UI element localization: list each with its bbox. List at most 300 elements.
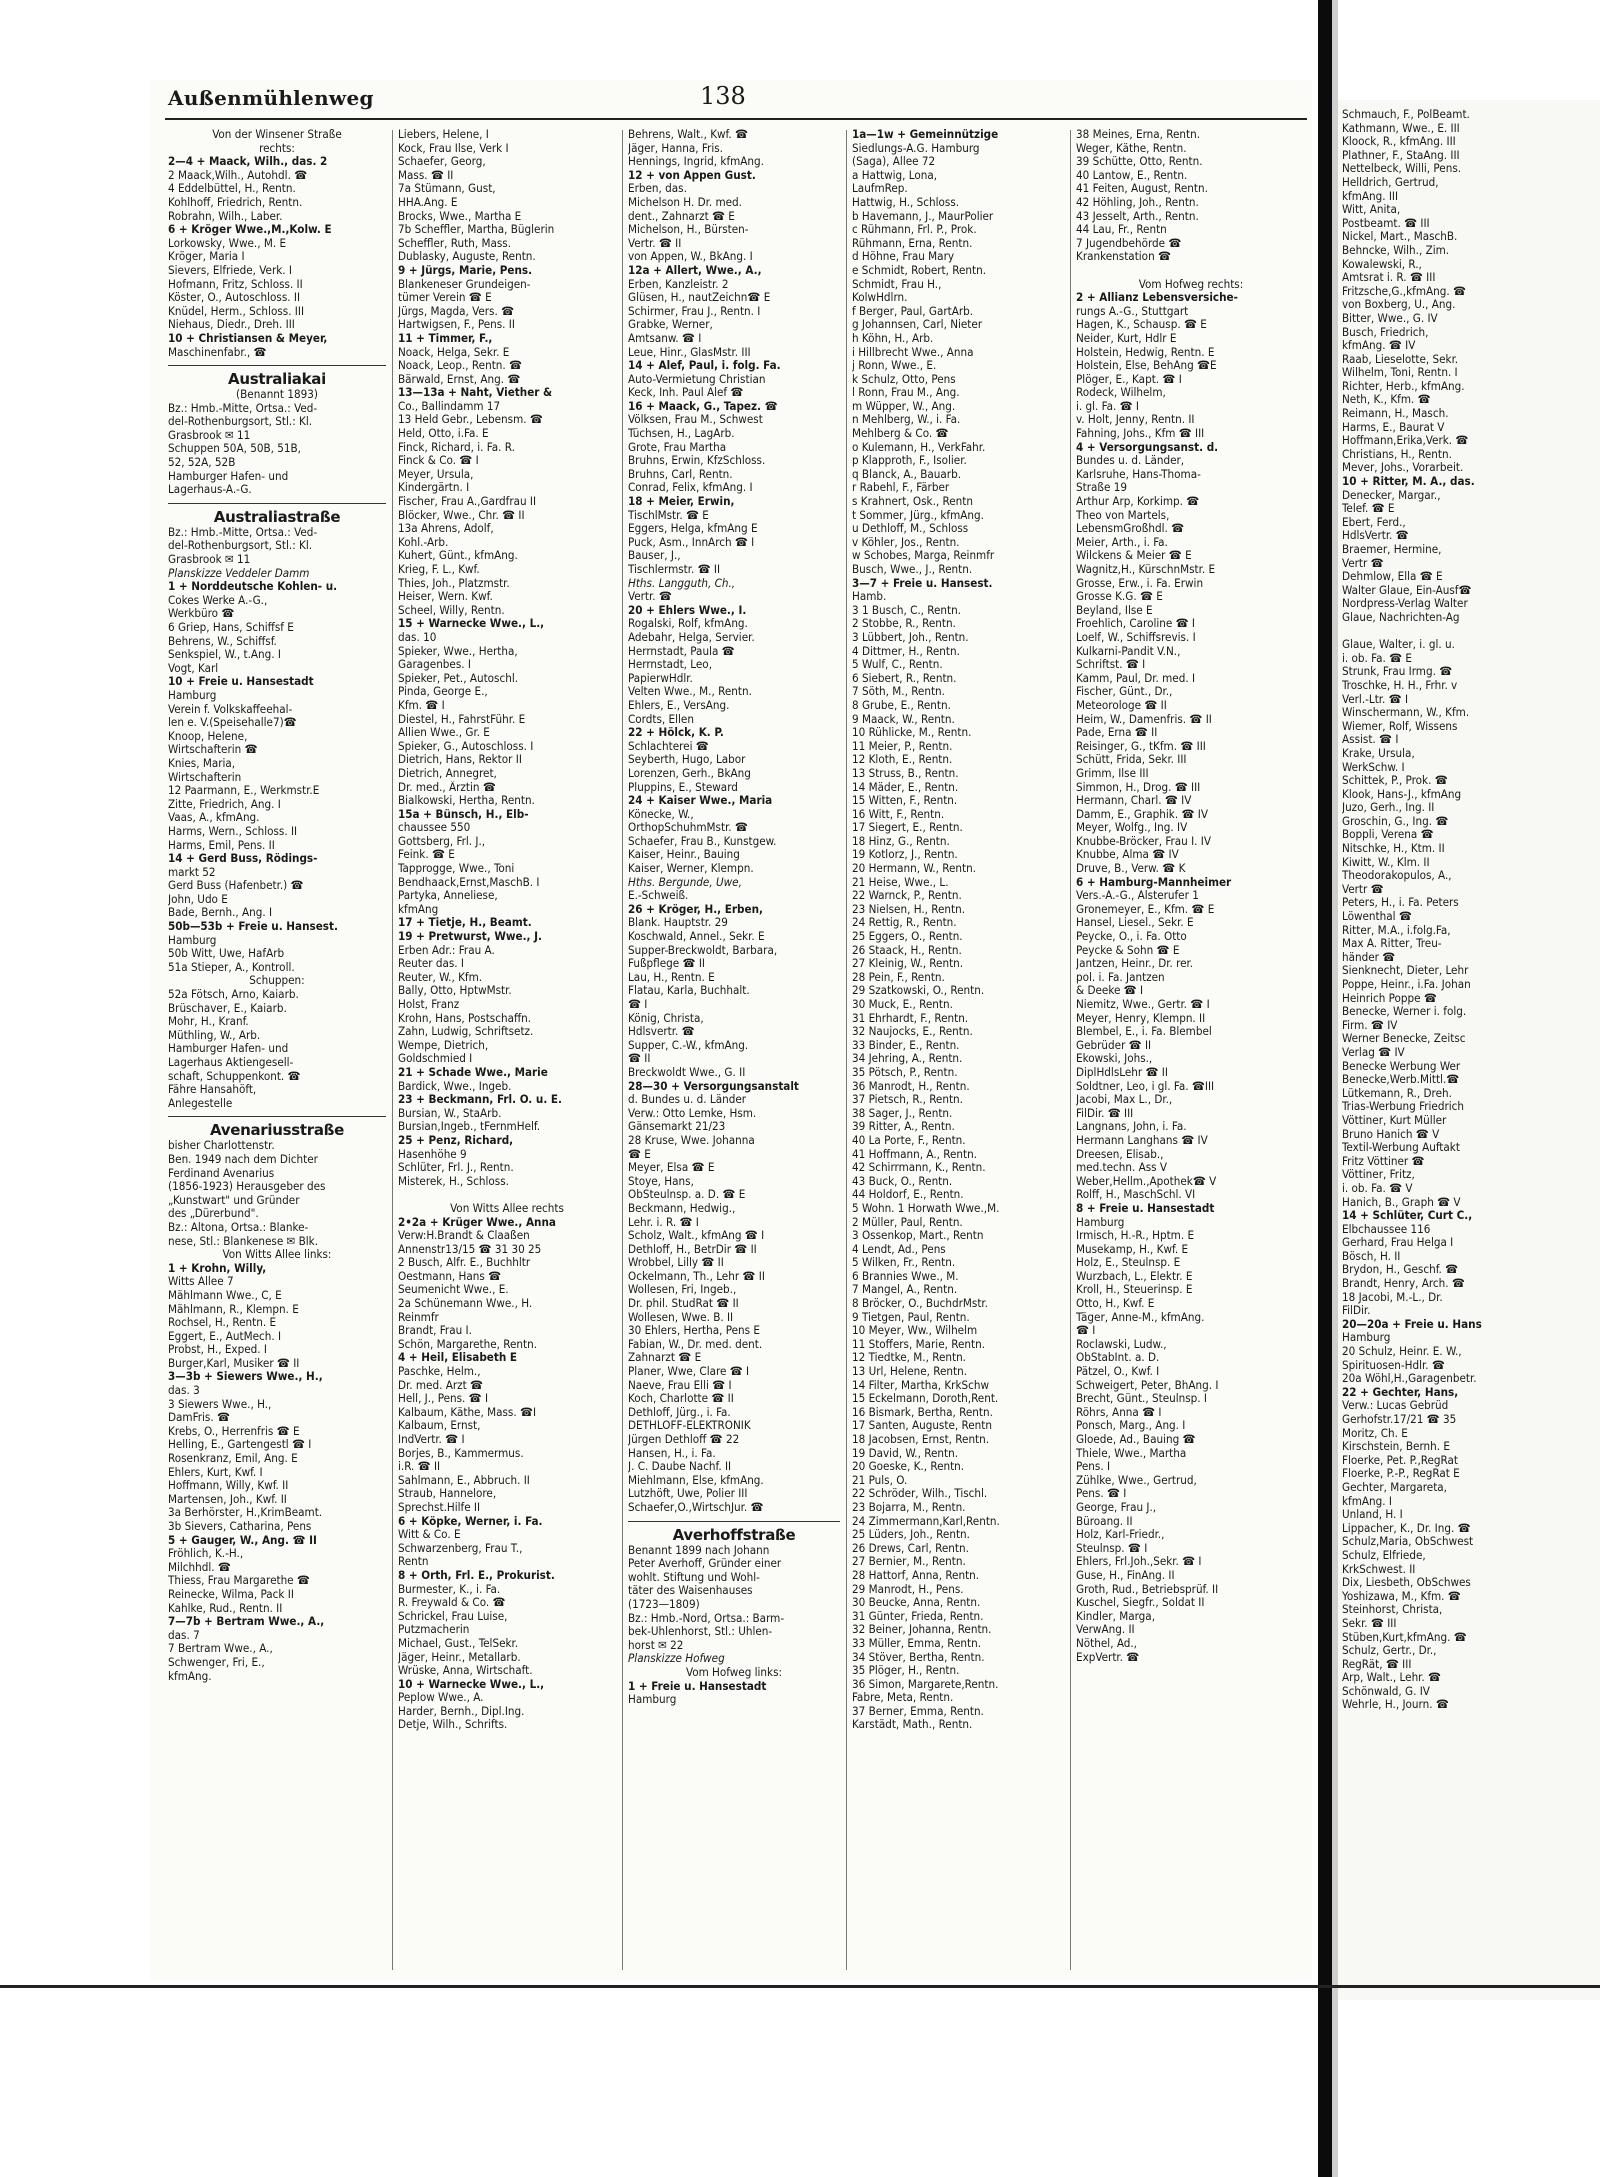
directory-entry: kfmAng. III bbox=[1342, 188, 1399, 203]
directory-entry: Boppli, Verena ☎ bbox=[1342, 827, 1434, 842]
directory-entry: händer ☎ bbox=[1342, 949, 1396, 964]
directory-entry: 25 Eggers, O., Rentn. bbox=[852, 930, 963, 944]
directory-entry: 51a Stieper, A., Kontroll. bbox=[168, 960, 295, 974]
directory-entry: 35 Pötsch, P., Rentn. bbox=[852, 1065, 958, 1079]
directory-entry: Hansel, Liesel., Sekr. E bbox=[1076, 916, 1194, 930]
directory-entry: o Kulemann, H., VerkFahr. bbox=[852, 440, 986, 454]
directory-entry: Niehaus, Diedr., Dreh. III bbox=[168, 318, 295, 332]
directory-entry: 14 Mäder, E., Rentn. bbox=[852, 780, 959, 794]
directory-entry: Hanich, B., Graph ☎ V bbox=[1342, 1194, 1461, 1209]
directory-entry: Wirtschafterin bbox=[168, 770, 242, 784]
directory-entry: Vöttiner, Kurt Müller bbox=[1342, 1112, 1447, 1127]
directory-entry: Stüben,Kurt,kfmAng. ☎ bbox=[1342, 1629, 1467, 1644]
directory-entry: Kroll, H., Steuerinsp. E bbox=[1076, 1283, 1193, 1297]
directory-entry: Paschke, Helm., bbox=[398, 1365, 481, 1379]
directory-entry: Seyberth, Hugo, Labor bbox=[628, 753, 746, 767]
directory-entry: c Rühmann, Frl. P., Prok. bbox=[852, 223, 977, 237]
directory-entry: Vertr ☎ bbox=[1342, 555, 1384, 570]
directory-entry: Fabre, Meta, Rentn. bbox=[852, 1691, 954, 1705]
directory-entry: Planer, Wwe, Clare ☎ I bbox=[628, 1365, 750, 1379]
directory-entry: Dethloff, H., BetrDir ☎ II bbox=[628, 1242, 757, 1256]
directory-entry: 14 + Alef, Paul, i. folg. Fa. bbox=[628, 359, 781, 373]
directory-entry: 34 Stöver, Bertha, Rentn. bbox=[852, 1650, 985, 1664]
column-divider bbox=[622, 130, 623, 1970]
directory-entry: 24 + Kaiser Wwe., Maria bbox=[628, 794, 773, 808]
directory-entry: Kaiser, Heinr., Bauing bbox=[628, 848, 740, 862]
directory-entry: 32 Naujocks, E., Rentn. bbox=[852, 1025, 973, 1039]
directory-entry: p Klapproth, F., Isolier. bbox=[852, 454, 967, 468]
directory-entry: Krieg, F. L., Kwf. bbox=[398, 563, 480, 576]
directory-entry: 20—20a + Freie u. Hans bbox=[1342, 1316, 1482, 1331]
directory-entry: Kirschstein, Bernh. E bbox=[1342, 1439, 1450, 1454]
directory-entry: Jacobi, Max L., Dr., bbox=[1076, 1093, 1173, 1107]
directory-entry: 13—13a + Naht, Viether & bbox=[398, 386, 553, 400]
directory-entry: 16 + Maack, G., Tapez. ☎ bbox=[628, 399, 778, 413]
directory-entry: Christians, H., Rentn. bbox=[1342, 446, 1452, 461]
directory-entry: Heiser, Wern. Kwf. bbox=[398, 590, 493, 604]
directory-entry: Erben, Kanzleistr. 2 bbox=[628, 277, 729, 291]
directory-entry: Grosse, Erw., i. Fa. Erwin bbox=[1076, 576, 1204, 590]
directory-entry: horst ✉ 22 bbox=[628, 1638, 684, 1652]
directory-entry: Loelf, W., Schiffsrevis. I bbox=[1076, 630, 1196, 644]
directory-entry: Blank. Hauptstr. 29 bbox=[628, 916, 728, 930]
directory-entry: 13 Held Gebr., Lebensm. ☎ bbox=[398, 413, 543, 427]
directory-entry: Bundes u. d. Länder, bbox=[1076, 454, 1185, 468]
directory-entry: 30 Ehlers, Hertha, Pens E bbox=[628, 1324, 760, 1338]
directory-entry: Büroang. II bbox=[1076, 1514, 1133, 1528]
directory-entry: 3b Sievers, Catharina, Pens bbox=[168, 1520, 312, 1533]
directory-entry: Karstädt, Math., Rentn. bbox=[852, 1718, 973, 1732]
directory-entry: Naeve, Frau Elli ☎ I bbox=[628, 1378, 732, 1392]
directory-entry: Mohr, H., Kranf. bbox=[168, 1015, 249, 1029]
directory-entry: Ekowski, Johs., bbox=[1076, 1052, 1153, 1066]
directory-entry: Elbchaussee 116 bbox=[1342, 1221, 1431, 1236]
directory-entry: Lorkowsky, Wwe., M. E bbox=[168, 236, 287, 250]
directory-entry: 9 Maack, W., Rentn. bbox=[852, 712, 955, 726]
directory-entry: Fabian, W., Dr. med. dent. bbox=[628, 1337, 763, 1351]
directory-entry: Seumenicht Wwe., E. bbox=[398, 1283, 509, 1297]
directory-entry: Garagenbes. I bbox=[398, 658, 471, 672]
directory-entry: Krebs, O., Herrenfris ☎ E bbox=[168, 1424, 300, 1438]
directory-entry: Plathner, F., StaAng. III bbox=[1342, 147, 1460, 162]
directory-entry: & Deeke ☎ I bbox=[1076, 984, 1144, 998]
directory-entry: DETHLOFF-ELEKTRONIK bbox=[628, 1419, 751, 1433]
directory-entry: t Sommer, Jürg., kfmAng. bbox=[852, 508, 984, 522]
directory-entry: w Schobes, Marga, Reinmfr bbox=[852, 549, 995, 563]
directory-entry: König, Christa, bbox=[628, 1011, 704, 1025]
directory-entry: 12a + Allert, Wwe., A., bbox=[628, 263, 762, 277]
directory-entry: Soldtner, Leo, i gl. Fa. ☎III bbox=[1076, 1079, 1215, 1093]
directory-entry: Dreesen, Elisab., bbox=[1076, 1147, 1164, 1161]
directory-entry: Brandt, Frau I. bbox=[398, 1324, 472, 1338]
directory-entry: Bz.: Hmb.-Nord, Ortsa.: Barm- bbox=[628, 1611, 785, 1625]
directory-entry: Braemer, Hermine, bbox=[1342, 542, 1442, 556]
directory-entry: Bz.: Altona, Ortsa.: Blanke- bbox=[168, 1220, 309, 1234]
directory-entry: Schlachterei ☎ bbox=[628, 739, 709, 753]
directory-entry: Bendhaack,Ernst,MaschB. I bbox=[398, 875, 540, 889]
directory-entry: Gechter, Margareta, bbox=[1342, 1479, 1447, 1494]
directory-column-2 bbox=[398, 128, 616, 1968]
directory-entry: Kock, Frau Ilse, Verk I bbox=[398, 141, 509, 155]
directory-entry: 36 Manrodt, H., Rentn. bbox=[852, 1079, 970, 1093]
directory-entry: Müthling, W., Arb. bbox=[168, 1028, 261, 1042]
directory-entry: Benannt 1899 nach Johann bbox=[628, 1543, 770, 1557]
directory-entry: Supper, C.-W., kfmAng. bbox=[628, 1038, 749, 1052]
directory-entry: Reuter das. I bbox=[398, 957, 465, 971]
directory-entry: Cokes Werke A.-G., bbox=[168, 593, 268, 607]
directory-entry: Groschin, G., Ing. ☎ bbox=[1342, 813, 1449, 828]
directory-entry: 50b Witt, Uwe, HafArb bbox=[168, 947, 285, 961]
directory-entry: 8 + Freie u. Hansestadt bbox=[1076, 1201, 1215, 1215]
directory-entry: Reimann, H., Masch. bbox=[1342, 406, 1449, 421]
directory-entry: Trias-Werbung Friedrich bbox=[1342, 1099, 1465, 1114]
directory-entry: Dietrich, Hans, Rektor II bbox=[398, 753, 522, 767]
directory-entry: Mählmann Wwe., C, E bbox=[168, 1288, 282, 1302]
directory-entry: Wurzbach, L., Elektr. E bbox=[1076, 1269, 1193, 1283]
directory-entry: 4 Lendt, Ad., Pens bbox=[852, 1242, 946, 1256]
directory-entry: Anlegestelle bbox=[168, 1096, 233, 1110]
directory-entry: 19 David, W., Rentn. bbox=[852, 1446, 959, 1460]
directory-entry: E.-Schweiß. bbox=[628, 889, 689, 903]
directory-entry: Leue, Hinr., GlasMstr. III bbox=[628, 345, 751, 359]
directory-entry: 4 + Heil, Elisabeth E bbox=[398, 1351, 518, 1365]
directory-entry: 25 + Penz, Richard, bbox=[398, 1133, 514, 1147]
directory-entry: Schuppen 50A, 50B, 51B, bbox=[168, 442, 301, 456]
directory-entry: 7 Mangel, A., Rentn. bbox=[852, 1283, 958, 1297]
directory-entry: 18 Hinz, G., Rentn. bbox=[852, 834, 950, 848]
directory-entry: Schwarzenberg, Frau T., bbox=[398, 1541, 523, 1555]
directory-entry: Gerd Buss (Hafenbetr.) ☎ bbox=[168, 879, 304, 893]
directory-entry: Holstein, Else, BehAng ☎E bbox=[1076, 359, 1217, 373]
directory-entry: Co., Ballindamm 17 bbox=[398, 399, 501, 413]
directory-entry: 37 Berner, Emma, Rentn. bbox=[852, 1704, 984, 1718]
directory-entry: markt 52 bbox=[168, 865, 216, 879]
directory-entry: 34 Jehring, A., Rentn. bbox=[852, 1052, 963, 1066]
directory-entry: Schmauch, F., PolBeamt. bbox=[1342, 108, 1470, 121]
directory-entry: Finck & Co. ☎ I bbox=[398, 454, 479, 468]
directory-entry: Groth, Rud., Betriebsprüf. II bbox=[1076, 1582, 1219, 1596]
directory-entry: Eggers, Helga, kfmAng E bbox=[628, 522, 758, 536]
directory-entry: 11 Meier, P., Rentn. bbox=[852, 739, 953, 753]
directory-entry: Peters, H., i. Fa. Peters bbox=[1342, 895, 1459, 910]
directory-entry bbox=[1342, 625, 1600, 639]
directory-entry: Vertr. ☎ bbox=[628, 590, 672, 604]
directory-entry: Hamburg bbox=[1076, 1215, 1125, 1229]
directory-entry: Fischer, Günt., Dr., bbox=[1076, 685, 1173, 699]
directory-entry: 12 Tiedtke, M., Rentn. bbox=[852, 1351, 966, 1365]
directory-entry: Knubbe, Alma ☎ IV bbox=[1076, 848, 1179, 862]
directory-entry: Spieker, G., Autoschloss. I bbox=[398, 739, 534, 753]
directory-entry: 20 + Ehlers Wwe., I. bbox=[628, 603, 747, 617]
directory-entry: Weger, Käthe, Rentn. bbox=[1076, 141, 1187, 155]
directory-entry: 5 + Gauger, W., Ang. ☎ II bbox=[168, 1533, 317, 1547]
directory-entry: Hermann Langhans ☎ IV bbox=[1076, 1133, 1208, 1147]
directory-entry: Straub, Hannelore, bbox=[398, 1487, 497, 1501]
directory-entry: Noack, Helga, Sekr. E bbox=[398, 345, 510, 359]
directory-entry: Sprechst.Hilfe II bbox=[398, 1500, 481, 1514]
directory-entry: ☎ I bbox=[1076, 1324, 1096, 1338]
directory-entry: Helling, E., Gartengestl ☎ I bbox=[168, 1438, 312, 1452]
directory-entry: Noack, Leop., Rentn. ☎ bbox=[398, 359, 523, 373]
directory-entry: r Rabehl, F., Färber bbox=[852, 481, 950, 495]
directory-entry: 7 Söth, M., Rentn. bbox=[852, 685, 945, 699]
directory-entry: Herrnstadt, Leo, bbox=[628, 658, 713, 672]
directory-entry: Könecke, W., bbox=[628, 807, 694, 821]
directory-entry: m Wüpper, W., Ang. bbox=[852, 399, 956, 413]
directory-entry: Hagen, K., Schausp. ☎ E bbox=[1076, 318, 1207, 332]
directory-entry: Bärwald, Ernst, Ang. ☎ bbox=[398, 372, 521, 386]
directory-entry: Von der Winsener Straße bbox=[212, 128, 342, 141]
directory-entry: 4 Eddelbüttel, H., Rentn. bbox=[168, 182, 296, 196]
directory-entry: 23 + Beckmann, Frl. O. u. E. bbox=[398, 1093, 563, 1107]
directory-entry: Vaas, A., kfmAng. bbox=[168, 811, 260, 825]
directory-entry: s Krahnert, Osk., Rentn bbox=[852, 495, 973, 509]
directory-entry: Kowalewski, R., bbox=[1342, 256, 1422, 271]
directory-entry: 11 + Timmer, F., bbox=[398, 331, 493, 345]
directory-entry: Holstein, Hedwig, Rentn. E bbox=[1076, 345, 1215, 359]
directory-entry: 20 Schulz, Heinr. E. W., bbox=[1342, 1344, 1462, 1359]
column-divider bbox=[846, 130, 847, 1970]
directory-entry: Bz.: Hmb.-Mitte, Ortsa.: Ved- bbox=[168, 401, 318, 415]
directory-entry: Michelson, H., Bürsten- bbox=[628, 223, 749, 237]
directory-entry: Lütkemann, R., Dreh. bbox=[1342, 1085, 1452, 1100]
directory-entry: Diestel, H., FahrstFühr. E bbox=[398, 712, 526, 726]
directory-entry: FilDir. ☎ III bbox=[1076, 1106, 1134, 1120]
directory-entry: Juzo, Gerh., Ing. II bbox=[1342, 800, 1435, 815]
directory-entry: Brydon, H., Geschf. ☎ bbox=[1342, 1262, 1459, 1277]
directory-entry: Grasbrook ✉ 11 bbox=[168, 428, 251, 442]
directory-entry: e Schmidt, Robert, Rentn. bbox=[852, 263, 987, 277]
directory-entry: das. 3 bbox=[168, 1384, 200, 1398]
directory-entry: 20 Goeske, K., Rentn. bbox=[852, 1460, 965, 1474]
directory-entry: 10 Rühlicke, M., Rentn. bbox=[852, 726, 972, 740]
directory-entry: 4 Dittmer, H., Rentn. bbox=[852, 644, 960, 658]
directory-entry: Blöcker, Wwe., Chr. ☎ II bbox=[398, 508, 525, 522]
directory-entry: 42 Höhling, Joh., Rentn. bbox=[1076, 195, 1199, 209]
directory-entry: Kindergärtn. I bbox=[398, 481, 470, 495]
street-heading: Australiakai bbox=[168, 365, 386, 388]
directory-entry: 3 Ossenkop, Mart., Rentn bbox=[852, 1229, 984, 1243]
directory-entry: kfmAng bbox=[398, 902, 439, 916]
directory-entry: Thies, Joh., Platzmstr. bbox=[398, 576, 510, 590]
directory-entry: RegRät, ☎ III bbox=[1342, 1656, 1412, 1671]
directory-entry: Planskizze Veddeler Damm bbox=[168, 566, 310, 580]
directory-entry: Dehmlow, Ella ☎ E bbox=[1342, 569, 1443, 584]
directory-entry: Walter Glaue, Ein-Ausf☎ bbox=[1342, 582, 1472, 597]
directory-entry: Gloede, Ad., Bauing ☎ bbox=[1076, 1433, 1196, 1446]
directory-entry: Dietrich, Annegret, bbox=[398, 766, 497, 780]
directory-entry: 22 + Hölck, K. P. bbox=[628, 726, 724, 740]
directory-entry: 20a Wöhl,H.,Garagenbetr. bbox=[1342, 1371, 1477, 1386]
directory-entry: Schütt, Frida, Sekr. III bbox=[1076, 753, 1187, 767]
directory-entry: 38 Meines, Erna, Rentn. bbox=[1076, 128, 1201, 141]
directory-entry: Ebert, Ferd., bbox=[1342, 514, 1406, 529]
directory-entry: Meyer, Ursula, bbox=[398, 467, 474, 481]
directory-entry: Plöger, E., Kapt. ☎ I bbox=[1076, 372, 1182, 386]
directory-entry: 30 Beucke, Anna, Rentn. bbox=[852, 1596, 981, 1610]
directory-entry: Hamburger Hafen- und bbox=[168, 1042, 289, 1056]
directory-entry: Schirmer, Frau J., Rentn. I bbox=[628, 304, 761, 318]
directory-entry: Schriftst. ☎ I bbox=[1076, 658, 1146, 672]
directory-entry: 26 + Kröger, H., Erben, bbox=[628, 902, 763, 916]
directory-entry: 13 Url, Helene, Rentn. bbox=[852, 1365, 968, 1379]
directory-entry: Keck, Inh. Paul Alef ☎ bbox=[628, 386, 744, 400]
directory-entry: Zitte, Friedrich, Ang. I bbox=[168, 797, 281, 811]
directory-entry: Röhrs, Anna ☎ I bbox=[1076, 1405, 1162, 1419]
directory-entry: 22 Schröder, Wilh., Tischl. bbox=[852, 1487, 988, 1501]
directory-entry: d. Bundes u. d. Länder bbox=[628, 1093, 747, 1107]
directory-entry: 28 Hattorf, Anna, Rentn. bbox=[852, 1568, 980, 1582]
directory-entry: KolwHdlrn. bbox=[852, 291, 908, 305]
directory-entry: i. ob. Fa. ☎ V bbox=[1342, 1180, 1413, 1195]
directory-entry: 18 Jacobsen, Ernst, Rentn. bbox=[852, 1433, 990, 1446]
directory-entry: Rentn bbox=[398, 1555, 429, 1569]
directory-entry: 6 Griep, Hans, Schiffsf E bbox=[168, 621, 294, 634]
directory-entry: 33 Binder, E., Rentn. bbox=[852, 1038, 960, 1052]
directory-entry: Finck, Richard, i. Fa. R. bbox=[398, 440, 515, 454]
directory-entry: Robrahn, Wilh., Laber. bbox=[168, 209, 283, 223]
directory-entry: Ferdinand Avenarius bbox=[168, 1166, 275, 1180]
directory-entry: Bruno Hanich ☎ V bbox=[1342, 1126, 1440, 1141]
directory-entry: Scholz, Walt., kfmAng ☎ I bbox=[628, 1229, 765, 1243]
directory-entry: Hermann, Charl. ☎ IV bbox=[1076, 794, 1192, 808]
directory-entry: 2—4 + Maack, Wilh., das. 2 bbox=[168, 155, 328, 169]
directory-entry: Hths. Bergunde, Uwe, bbox=[628, 875, 742, 889]
directory-entry: 12 Paarmann, E., Werkmstr.E bbox=[168, 784, 320, 798]
directory-entry: Hths. Langguth, Ch., bbox=[628, 576, 736, 590]
directory-entry: OrthopSchuhmMstr. ☎ bbox=[628, 821, 748, 835]
directory-entry: Maschinenfabr., ☎ bbox=[168, 345, 267, 359]
directory-entry: Dr. med. Arzt ☎ bbox=[398, 1378, 483, 1392]
directory-entry: 1 + Norddeutsche Kohlen- u. bbox=[168, 580, 338, 594]
directory-entry: Niemitz, Wwe., Gertr. ☎ I bbox=[1076, 998, 1210, 1011]
directory-entry: Musekamp, H., Kwf. E bbox=[1076, 1242, 1189, 1256]
directory-entry: 14 + Gerd Buss, Rödings- bbox=[168, 852, 318, 866]
directory-entry: Schwenger, Fri, E., bbox=[168, 1655, 265, 1669]
directory-entry: Annenstr13/15 ☎ 31 30 25 bbox=[398, 1242, 542, 1256]
directory-entry: Roclawski, Ludw., bbox=[1076, 1337, 1167, 1351]
directory-entry: Simmon, H., Drog. ☎ III bbox=[1076, 780, 1201, 794]
directory-entry: pol. i. Fa. Jantzen bbox=[1076, 970, 1165, 984]
directory-entry: Knüdel, Herm., Schloss. III bbox=[168, 304, 305, 318]
directory-entry: Bruhns, Erwin, KfzSchloss. bbox=[628, 454, 766, 468]
directory-entry: Ehlers, E., VersAng. bbox=[628, 698, 730, 712]
directory-entry: Hamburg bbox=[628, 1693, 677, 1707]
directory-entry: Vom Hofweg rechts: bbox=[1138, 277, 1244, 291]
directory-entry: Nöthel, Ad., bbox=[1076, 1636, 1137, 1650]
directory-entry: 31 Ehrhardt, F., Rentn. bbox=[852, 1011, 969, 1025]
directory-entry: 9 + Jürgs, Marie, Pens. bbox=[398, 263, 533, 277]
directory-entry: Jäger, Hanna, Fris. bbox=[628, 141, 723, 155]
directory-entry: Hoffmann,Erika,Verk. ☎ bbox=[1342, 433, 1469, 448]
directory-entry: Amtsanw. ☎ I bbox=[628, 331, 702, 345]
directory-entry: Burmester, K., i. Fa. bbox=[398, 1582, 501, 1596]
directory-entry: Ben. 1949 nach dem Dichter bbox=[168, 1152, 318, 1166]
page-number: 138 bbox=[700, 82, 746, 110]
directory-entry: Floerke, Pet. P.,RegRat bbox=[1342, 1452, 1459, 1467]
directory-entry: Scheel, Willy, Rentn. bbox=[398, 603, 505, 617]
directory-entry: Pens. ☎ I bbox=[1076, 1487, 1127, 1501]
directory-entry: Kathmann, Wwe., E. III bbox=[1342, 120, 1460, 135]
directory-entry: 8 Grube, E., Rentn. bbox=[852, 698, 951, 712]
directory-entry: 39 Schütte, Otto, Rentn. bbox=[1076, 155, 1203, 169]
directory-entry: Conrad, Felix, kfmAng. I bbox=[628, 481, 753, 495]
directory-entry: Lagerhaus Aktiengesell- bbox=[168, 1056, 294, 1069]
directory-entry: Kohlhoff, Friedrich, Rentn. bbox=[168, 195, 303, 209]
directory-entry: des „Dürerbund". bbox=[168, 1207, 259, 1221]
directory-entry: 36 Simon, Margarete,Rentn. bbox=[852, 1677, 999, 1691]
directory-entry: Sahlmann, E., Abbruch. II bbox=[398, 1473, 530, 1487]
directory-entry: Beyland, Ilse E bbox=[1076, 603, 1153, 617]
street-heading: Australiastraße bbox=[168, 503, 386, 526]
directory-entry: Langnans, John, i. Fa. bbox=[1076, 1120, 1187, 1134]
directory-entry: Rühmann, Erna, Rentn. bbox=[852, 236, 973, 250]
directory-entry: 1 + Krohn, Willy, bbox=[168, 1261, 267, 1275]
directory-entry: Vogt, Karl bbox=[168, 661, 219, 675]
directory-entry: Rosenkranz, Emil, Ang. E bbox=[168, 1452, 298, 1466]
directory-entry: 7 Jugendbehörde ☎ bbox=[1076, 236, 1182, 250]
directory-entry: Lutzhöft, Uwe, Polier III bbox=[628, 1487, 748, 1501]
directory-entry: Fußpflege ☎ II bbox=[628, 957, 705, 971]
directory-entry: (1856-1923) Herausgeber des bbox=[168, 1180, 326, 1194]
directory-entry: Vers.-A.-G., Alsterufer 1 bbox=[1076, 889, 1199, 903]
directory-entry: Schrickel, Frau Luise, bbox=[398, 1609, 508, 1623]
directory-entry: Theo von Martels, bbox=[1076, 508, 1170, 522]
directory-entry: Kiwitt, W., Klm. II bbox=[1342, 854, 1430, 869]
directory-entry: Kahlke, Rud., Rentn. II bbox=[168, 1601, 283, 1615]
directory-entry: Dublasky, Auguste, Rentn. bbox=[398, 250, 536, 264]
book-spine bbox=[1318, 0, 1332, 2177]
directory-entry: 16 Witt, F., Rentn. bbox=[852, 807, 945, 821]
directory-entry: LaufmRep. bbox=[852, 182, 908, 196]
directory-entry: Spieker, Wwe., Hertha, bbox=[398, 644, 518, 658]
directory-entry: Floerke, P.-P., RegRat E bbox=[1342, 1466, 1460, 1481]
directory-entry: 8 + Orth, Frl. E., Prokurist. bbox=[398, 1568, 555, 1582]
directory-entry: 25 Lüders, Joh., Rentn. bbox=[852, 1528, 970, 1542]
directory-entry: 41 Feiten, August, Rentn. bbox=[1076, 182, 1208, 196]
directory-entry: Peycke & Sohn ☎ E bbox=[1076, 943, 1180, 957]
directory-entry: 29 Manrodt, H., Pens. bbox=[852, 1582, 964, 1596]
directory-entry: Troschke, H. H., Frhr. v bbox=[1342, 677, 1458, 692]
directory-entry: 40 Lantow, E., Rentn. bbox=[1076, 168, 1188, 182]
directory-entry: Schönwald, G. IV bbox=[1342, 1683, 1430, 1698]
directory-entry: George, Frau J., bbox=[1076, 1500, 1157, 1514]
directory-entry: Bösch, H. II bbox=[1342, 1248, 1401, 1263]
directory-column-1 bbox=[168, 128, 386, 1968]
directory-entry: 2 Busch, Alfr. E., Buchhltr bbox=[398, 1256, 531, 1270]
directory-entry: 11 Stoffers, Marie, Rentn. bbox=[852, 1337, 986, 1351]
directory-entry: Bardick, Wwe., Ingeb. bbox=[398, 1079, 512, 1093]
directory-entry: Wollesen, Wwe. B. II bbox=[628, 1310, 734, 1324]
directory-entry: Liebers, Helene, I bbox=[398, 128, 489, 141]
directory-entry: 7—7b + Bertram Wwe., A., bbox=[168, 1615, 325, 1629]
directory-entry: i. ob. Fa. ☎ E bbox=[1342, 650, 1412, 665]
directory-entry: j Ronn, Wwe., E. bbox=[852, 359, 937, 373]
directory-entry: 2•2a + Krüger Wwe., Anna bbox=[398, 1215, 556, 1229]
directory-entry: Verlag ☎ IV bbox=[1342, 1044, 1405, 1059]
directory-entry: 8 Bröcker, O., BuchdrMstr. bbox=[852, 1297, 988, 1311]
directory-entry: HdlsVertr. ☎ bbox=[1342, 528, 1409, 543]
directory-entry: Pade, Erna ☎ II bbox=[1076, 726, 1158, 740]
directory-entry: ExpVertr. ☎ bbox=[1076, 1650, 1140, 1664]
directory-entry: Holst, Franz bbox=[398, 998, 460, 1011]
directory-entry: Benecke Werbung Wer bbox=[1342, 1058, 1461, 1073]
directory-entry: Cordts, Ellen bbox=[628, 712, 694, 726]
directory-entry: PapierwHdlr. bbox=[628, 671, 693, 685]
directory-entry: Straße 19 bbox=[1076, 481, 1127, 495]
directory-entry: Yoshizawa, M., Kfm. ☎ bbox=[1342, 1588, 1461, 1603]
directory-entry: Bursian,Ingeb., tFernmHelf. bbox=[398, 1120, 541, 1134]
